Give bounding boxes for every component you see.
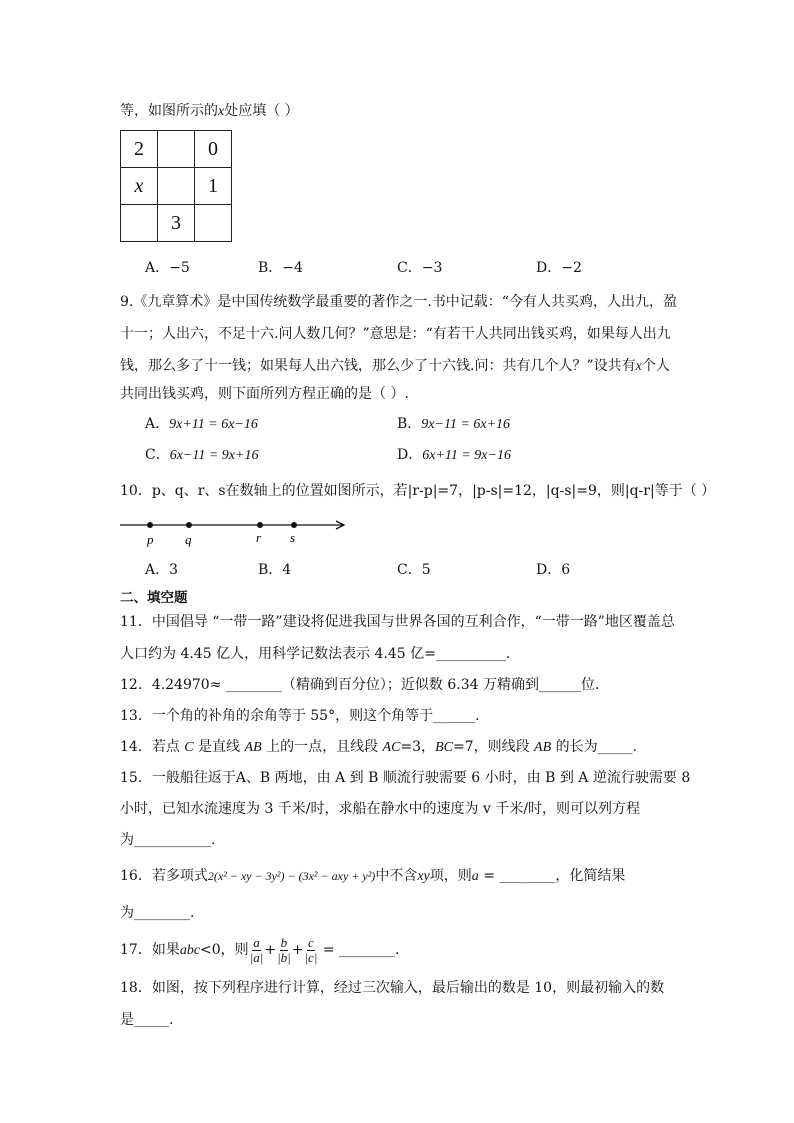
q9-option-b-eq: 9x−11 = 6x+16 [421,417,511,432]
q9-line-2: 十一；人出六，不足十六.问人数几何？”意思是：“有若干人共同出钱买鸡，如果每人出九 [120,326,671,342]
q9-line-3 [120,356,670,377]
q9-option-b[interactable] [397,414,510,435]
q18-line-2: 是_____. [120,1012,174,1028]
label-s: s [290,530,296,545]
point-q [186,522,192,528]
grid-cell: 3 [158,205,195,242]
number-line [118,512,358,552]
q9-option-d-eq: 6x+11 = 9x−16 [422,448,511,463]
q9-option-a-label: A． [145,416,170,432]
q14-text: =3， [400,739,436,755]
q9-option-a-eq: 9x+11 = 6x−16 [169,417,258,432]
q11-line-2: 人口约为 4.45 亿人，用科学记数法表示 4.45 亿=__________. [120,646,511,662]
q8-stem-tail: 处应填（ ） [224,103,299,119]
q10-option-c[interactable]: C．5 [397,562,431,578]
q14-line-ab: AB [244,740,262,755]
q16-term-xy: xy [417,869,430,884]
q9-option-c-label: C． [145,447,170,463]
point-p [147,522,153,528]
q9-option-a[interactable] [145,414,258,435]
q17-fraction-c [304,936,317,965]
q9-option-d-label: D． [397,447,423,463]
q8-option-b[interactable]: B．−4 [258,260,303,276]
q8-option-c[interactable]: C．−3 [397,260,443,276]
q9-option-b-label: B． [397,416,422,432]
q8-stem-text: 等，如图所示的 [120,103,218,119]
q8-variable: x [218,104,225,119]
q17-text: = ________. [318,942,400,958]
q17-fraction-b [277,936,291,965]
q9-line-4: 共同出钱买鸡，则下面所列方程正确的是（ ）. [120,386,409,402]
q14-text: 上的一点，且线段 [261,739,383,755]
q14-point-c: C [184,740,194,755]
q12: 12．4.24970≈ ________（精确到百分位）；近似数 6.34 万精确到______位. [120,677,600,693]
fraction-numerator: b [280,934,288,950]
q9-line-3-text: 钱，那么多了十一钱；如果每人出六钱，那么少了十六钱.问：共有几个人？”设共有 [120,358,636,374]
label-p: p [147,532,154,547]
q8-option-d[interactable]: D．−2 [536,260,582,276]
q16-text: 16．若多项式 [120,868,208,884]
q17-fraction-a [250,936,264,965]
q8-stem [120,101,299,122]
q10-option-d[interactable]: D．6 [536,562,571,578]
q18-line-1: 18．如图，按下列程序进行计算，经过三次输入，最后输出的数是 10，则最初输入的数 [120,980,665,996]
q10-option-b[interactable]: B．4 [258,562,292,578]
grid-cell: 1 [195,168,232,205]
point-r [257,522,263,528]
q16-polynomial: 2(x² − xy − 3y²) − (3x² − axy + y²) [207,869,376,883]
q8-option-a[interactable]: A．−5 [145,260,190,276]
q10-option-a[interactable]: A．3 [145,562,179,578]
fraction-numerator: a [253,934,260,950]
q14-segment-ac: AC [382,740,401,755]
grid-cell: x [121,168,158,205]
q15-line-3: 为___________. [120,832,216,848]
q9-variable: x [635,359,642,374]
grid-cell [158,131,195,168]
q16-text: 中不含 [375,868,418,884]
q16-var-a: a [471,869,479,884]
q14-segment-ab: AB [534,740,552,755]
q17-text: 17．如果 [120,942,180,958]
q14-text: 的长为_____. [551,739,638,755]
label-q: q [185,532,192,547]
q11-line-1: 11．中国倡导 “一带一路”建设将促进我国与世界各国的互利合作，“一带一路”地区覆盖总 [120,614,675,630]
q9-line-1: 9.《九章算术》是中国传统数学最重要的著作之一.书中记载：“今有人共买鸡，人出九，盈 [120,294,677,310]
q17: 17．如果abc<0，则 $\frac{a}{|a|}$ + $\frac{b}{|b|}$ + $\frac{c}{|c|}$ = ________. [120,934,400,965]
q13: 13．一个角的补角的余角等于 55°，则这个角等于______. [120,708,480,724]
q17-product: abc [179,943,201,958]
fraction-numerator: c [308,934,314,950]
fraction-denominator: |a| [249,949,264,965]
grid-cell [195,205,232,242]
number-grid [120,130,232,242]
q16-text: 项，则 [429,868,472,884]
point-s [291,522,297,528]
grid-cell [158,168,195,205]
grid-cell [121,205,158,242]
q14-text: 是直线 [193,739,245,755]
q16-text: = ________，化简结果 [478,868,626,884]
grid-cell: 0 [195,131,232,168]
q9-option-c[interactable] [145,445,258,466]
q9-option-c-eq: 6x−11 = 9x+16 [169,448,259,463]
label-r: r [256,530,262,545]
q16-line-2: 为________. [120,905,195,921]
q17-text: <0，则 [200,942,249,958]
q15-line-1: 15．一般船往返于A、B 两地，由 A 到 B 顺流行驶需要 6 小时，由 B 到 A 逆流行驶需要 8 [120,770,691,786]
grid-cell: 2 [121,131,158,168]
q14-text: 14．若点 [120,739,185,755]
q15-line-2: 小时，已知水流速度为 3 千米/时，求船在静水中的速度为 v 千米/时，则可以列方程 [120,801,641,817]
fraction-denominator: |b| [277,949,291,965]
q14 [120,737,637,758]
q9-line-3-tail: 个人 [641,358,670,374]
q16-line-1 [120,866,625,887]
fraction-denominator: |c| [304,949,318,965]
q14-text: =7，则线段 [452,739,535,755]
q10-stem: 10．p、q、r、s在数轴上的位置如图所示，若|r-p|=7，|p-s|=12，|q-s|=9，则|q-r|等于（ ） [120,483,716,499]
q9-option-d[interactable] [397,445,511,466]
section-heading: 二、填空题 [120,590,188,606]
q14-segment-bc: BC [435,740,453,755]
